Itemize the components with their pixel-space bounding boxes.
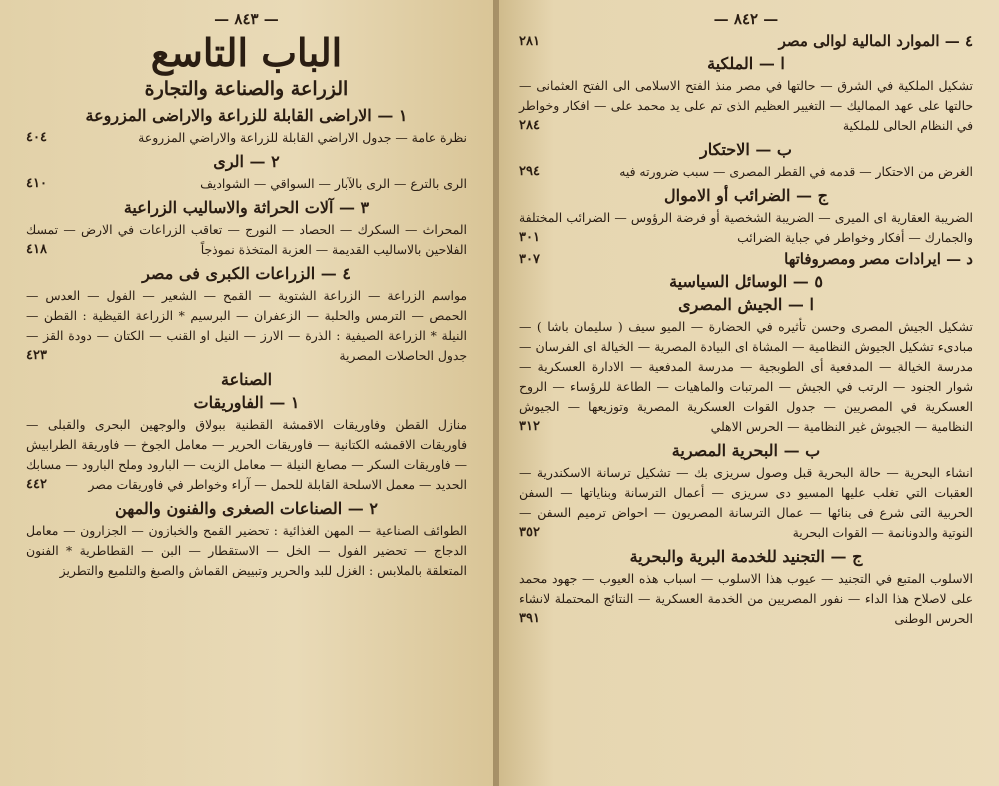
section-heading: ج — التجنيد للخدمة البرية والبحرية [629,547,863,566]
left-page [0,0,493,786]
section-text: الضريبة العقارية اى الميرى — الضريبة الشخصية أو فرضة الرؤوس — الضرائب المختلفة والجمارك — أفكار وخواطر في جباية الضرائب [519,210,973,245]
section-body [519,76,973,136]
page-ref: ٤١٨ [26,241,47,257]
section-text: الطوائف الصناعية — المهن الغذائية : تحضير القمح والخبازون — الجزارون — معامل الدجاج — تحضير الفول — الخل — الاستقطار — البن — القطاطرية * الفنون المتعلقة بالملابس : الغزل للبد والحرير وتبييض القماش والصبغ والتلميع والتطريز [26,522,467,578]
section-heading: ١ — الاراضى القابلة للزراعة والاراضى المزروعة [85,105,408,125]
book-gutter [493,0,499,786]
section-heading: ا — الجيش المصرى [678,295,814,314]
page-ref: ٤١٠ [26,175,47,191]
chapter-title: الباب التاسع [150,30,343,75]
section-text: الرى بالترع — الرى بالآبار — السواقي — الشواديف [200,175,467,191]
section-heading: ١ — الفاوريقات [193,392,300,412]
page-ref: ٣١٢ [519,419,540,434]
section-body [519,463,973,543]
right-page [493,0,999,786]
page-ref: ٢٩٤ [519,164,540,179]
top-entry-text: ٤ — الموارد المالية لوالى مصر [778,32,973,50]
section-heading: ٢ — الصناعات الصغرى والفنون والمهن [115,498,378,518]
section-body [519,162,973,182]
page-ref: ٢٨١ [519,33,540,49]
section-body [26,286,467,366]
section-heading: ب — البحرية المصرية [671,441,821,460]
page-ref: ٤٤٢ [26,476,47,492]
section-entry [519,250,973,268]
section-heading: ٣ — آلات الحراثة والاساليب الزراعية [123,197,370,217]
section-body [519,569,973,629]
part-title: الزراعة والصناعة والتجارة [144,77,349,100]
section-heading: ٤ — الزراعات الكبرى فى مصر [142,263,351,283]
section-body [26,220,467,260]
industry-heading: الصناعة [220,369,273,389]
section-body [26,415,467,495]
page-ref: ٣٥٢ [519,525,540,540]
page-ref: ٤٢٣ [26,347,47,363]
page-ref: ٢٨٤ [519,118,540,133]
page-number: — ٨٤٣ — [214,10,279,28]
section-heading: ب — الاحتكار [700,140,792,159]
section-body [26,521,467,581]
section-text: انشاء البحرية — حالة البحرية قبل وصول سريزى بك — تشكيل ترسانة الاسكندرية — العقبات التي تغلب عليها المسيو دى سريزى — أعمال الترسانة وبناياتها — السفن الحربية التى شرع فى بنائها — عمال الترسانة المصريون — احواض ترميم السفن — النوتية والدونانمة — القوات البحرية [519,465,973,540]
section-text: مواسم الزراعة — الزراعة الشتوية — القمح — الشعير — الفول — العدس — الحمص — الترمس والحلبة — الزعفران — البرسيم * الزراعة القيظية : القطن — النيلة * الزراعة الصيفية : الذرة — الارز — النيل او القنب — الكتان — دودة القز — جدول الحاصلات المصرية [26,287,467,363]
section-heading: ا — الملكية [707,54,785,73]
section-heading: ج — الضرائب أو الاموال [664,186,828,205]
section-text: نظرة عامة — جدول الاراضي القابلة للزراعة والاراضي المزروعة [138,129,467,145]
page-ref: ٣٠١ [519,230,540,245]
section-text: تشكيل الجيش المصرى وحسن تأثيره في الحضارة — الميو سيف ( سليمان باشا ) — مبادىء تشكيل الجيوش النظامية — المشاة اى البيادة المصرية — الخيالة اى الفرسان — مدرسة الخيالة — المدفعية أى الطوبجية — مدرسة المدفعية — الادارة العسكرية — شوار الجنود — الرتب في الجيش — المرتبات والماهيات — الطاعة للرؤساء — الروح العسكرية في المصريين — جدول القوات العسكرية المصرية وتوزيعها — الجيوش النظامية — الجيوش غير النظامية — الحرس الاهلي [519,319,973,434]
section-body [26,174,467,194]
section-text: منازل القطن وفاوريقات الاقمشة القطنية ببولاق والوجهين البحرى والقبلى — فاوريقات الاقمشه الكتانية — فاوريقات الحرير — معامل الجوخ — فاوريقة الطرابيش — فاوريقات السكر — مصابغ النيلة — معامل الزيت — البارود وملح البارود — مسابك الحديد — معمل الاسلحة القابلة للحمل — آراء وخواطر في فاوريقات مصر [26,416,467,492]
page-ref: ٣٠٧ [519,251,540,267]
page-ref: ٣٩١ [519,611,540,626]
section-body [519,317,973,437]
page-number: — ٨٤٢ — [713,10,779,28]
section-text: تشكيل الملكية في الشرق — حالتها في مصر منذ الفتح الاسلامى الى الفتح العثمانى — حالتها على عهد المماليك — التغيير العظيم الذى تم على يد محمد على — افكار وخواطر في النظام الحالى للملكية [519,78,973,133]
section-text: الغرض من الاحتكار — قدمه في القطر المصرى — سبب ضرورته فيه [619,164,973,179]
section-text: المحراث — السكرك — الحصاد — النورج — تعاقب الزراعات في الارض — تمسك الفلاحين بالاساليب القديمة — العزبة المتخذة نموذجاً [26,221,467,257]
top-entry [519,32,973,50]
section-text: الاسلوب المتبع في التجنيد — عيوب هذا الاسلوب — اسباب هذه العيوب — جهود محمد على لاصلاح هذا الداء — نفور المصريين من الخدمة العسكرية — النتائج المحتملة لانشاء الحرس الوطنى [519,571,973,626]
section-body [519,208,973,248]
subsection-heading: ٥ — الوسائل السياسية [669,272,823,291]
section-body [26,128,467,148]
section-heading: د — ايرادات مصر ومصروفاتها [784,250,973,268]
page-ref: ٤٠٤ [26,129,47,145]
section-heading: ٢ — الرى [213,151,280,171]
